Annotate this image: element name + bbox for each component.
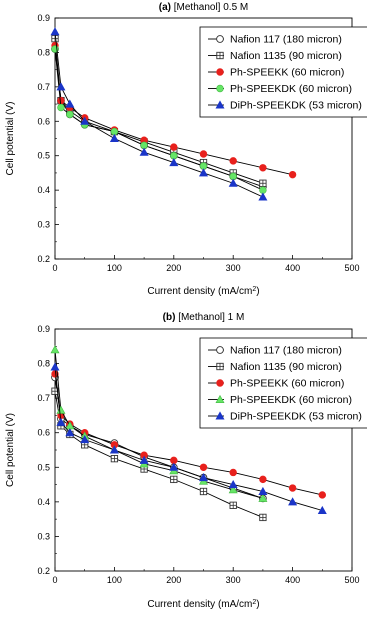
data-point bbox=[200, 169, 208, 176]
y-tick-label: 0.4 bbox=[37, 185, 50, 196]
data-point bbox=[289, 171, 296, 178]
x-tick-label: 200 bbox=[166, 263, 182, 273]
chart-title-prefix: (b) bbox=[162, 312, 176, 323]
chart-title bbox=[159, 2, 249, 13]
x-tick-label: 400 bbox=[285, 575, 301, 585]
x-tick-label: 0 bbox=[52, 575, 58, 585]
y-tick-label: 0.8 bbox=[37, 47, 50, 58]
data-point bbox=[51, 28, 59, 35]
x-axis-title-suffix: ) bbox=[256, 286, 260, 297]
data-point bbox=[110, 135, 118, 142]
data-point bbox=[319, 492, 326, 499]
chart-title bbox=[163, 312, 245, 323]
data-point bbox=[230, 502, 236, 508]
y-tick-label: 0.2 bbox=[37, 566, 50, 576]
data-point bbox=[66, 111, 73, 118]
data-point bbox=[200, 488, 206, 494]
legend-entry bbox=[208, 394, 352, 406]
y-tick-label: 0.6 bbox=[37, 427, 50, 438]
data-point bbox=[51, 346, 59, 353]
x-tick-label: 500 bbox=[344, 263, 360, 273]
legend-label: Ph-SPEEKDK (60 micron) bbox=[230, 394, 352, 406]
chart-title-text: [Methanol] 0.5 M bbox=[170, 2, 249, 13]
data-point bbox=[111, 455, 117, 461]
data-point bbox=[200, 151, 207, 158]
y-tick-label: 0.6 bbox=[37, 116, 50, 127]
x-axis-title-suffix: ) bbox=[256, 599, 260, 610]
y-axis-title: Cell potential (V) bbox=[5, 413, 16, 487]
data-point bbox=[260, 180, 266, 186]
legend-label: Nafion 117 (180 micron) bbox=[230, 33, 342, 46]
data-point bbox=[230, 469, 237, 476]
data-point bbox=[66, 100, 74, 107]
data-point bbox=[171, 476, 177, 482]
x-tick-label: 0 bbox=[52, 263, 58, 273]
y-tick-label: 0.3 bbox=[37, 219, 50, 230]
data-point bbox=[259, 193, 267, 200]
data-point bbox=[260, 476, 267, 483]
data-point bbox=[170, 144, 177, 151]
data-point bbox=[58, 97, 65, 104]
y-tick-label: 0.5 bbox=[37, 150, 50, 161]
legend-label: Nafion 1135 (90 micron) bbox=[230, 50, 342, 62]
legend-marker bbox=[217, 363, 223, 369]
data-point bbox=[51, 363, 59, 370]
legend-marker bbox=[217, 380, 224, 387]
y-tick-label: 0.5 bbox=[37, 462, 50, 473]
legend-label: Ph-SPEEKK (60 micron) bbox=[230, 66, 345, 79]
y-tick-label: 0.7 bbox=[37, 81, 50, 92]
legend-marker bbox=[217, 69, 224, 76]
data-point bbox=[170, 159, 178, 166]
chart-panel-b bbox=[5, 312, 367, 610]
x-tick-label: 300 bbox=[225, 575, 241, 585]
x-tick-label: 100 bbox=[106, 575, 122, 585]
y-tick-label: 0.9 bbox=[37, 13, 50, 23]
data-point bbox=[229, 179, 237, 186]
legend-marker bbox=[217, 52, 223, 58]
legend bbox=[200, 338, 367, 428]
x-tick-label: 200 bbox=[166, 575, 182, 585]
data-point bbox=[260, 514, 266, 520]
data-point bbox=[230, 157, 237, 164]
data-point bbox=[58, 104, 65, 111]
x-axis-title-superscript: 2 bbox=[252, 598, 257, 606]
y-tick-label: 0.2 bbox=[37, 254, 50, 264]
legend-label: Nafion 1135 (90 micron) bbox=[230, 361, 342, 373]
data-point bbox=[52, 35, 58, 41]
x-axis-title-main: Current density (mA/cm bbox=[147, 599, 253, 610]
y-tick-label: 0.9 bbox=[37, 324, 50, 334]
y-tick-label: 0.3 bbox=[37, 531, 50, 542]
legend-entry bbox=[208, 411, 362, 423]
legend-marker bbox=[217, 85, 224, 92]
x-tick-label: 100 bbox=[106, 263, 122, 273]
x-axis-title bbox=[147, 286, 259, 298]
legend-label: Nafion 117 (180 micron) bbox=[230, 344, 342, 357]
data-point bbox=[260, 164, 267, 171]
x-axis-title-superscript: 2 bbox=[252, 285, 257, 293]
y-tick-label: 0.4 bbox=[37, 496, 50, 507]
chart-panel-a bbox=[5, 2, 367, 297]
data-point bbox=[289, 498, 297, 505]
legend-label: DiPh-SPEEKDK (53 micron) bbox=[230, 99, 362, 112]
legend-entry bbox=[208, 100, 362, 112]
legend bbox=[200, 27, 367, 117]
y-tick-label: 0.8 bbox=[37, 358, 50, 369]
x-tick-label: 300 bbox=[225, 263, 241, 273]
data-point bbox=[289, 485, 296, 492]
legend-label: Ph-SPEEKK (60 micron) bbox=[230, 377, 345, 390]
legend-label: Ph-SPEEKDK (60 micron) bbox=[230, 83, 352, 95]
y-axis-title: Cell potential (V) bbox=[5, 101, 16, 176]
x-tick-label: 500 bbox=[344, 575, 360, 585]
data-point bbox=[200, 464, 207, 471]
legend-label: DiPh-SPEEKDK (53 micron) bbox=[230, 410, 362, 423]
chart-title-text: [Methanol] 1 M bbox=[175, 312, 245, 323]
x-axis-title-main: Current density (mA/cm bbox=[147, 286, 253, 297]
data-point bbox=[140, 148, 148, 155]
x-tick-label: 400 bbox=[285, 263, 301, 273]
x-axis-title bbox=[147, 599, 259, 611]
chart-title-prefix: (a) bbox=[158, 2, 171, 13]
legend-marker bbox=[217, 36, 224, 43]
y-tick-label: 0.7 bbox=[37, 393, 50, 404]
legend-entry bbox=[208, 83, 352, 95]
legend-marker bbox=[217, 347, 224, 354]
